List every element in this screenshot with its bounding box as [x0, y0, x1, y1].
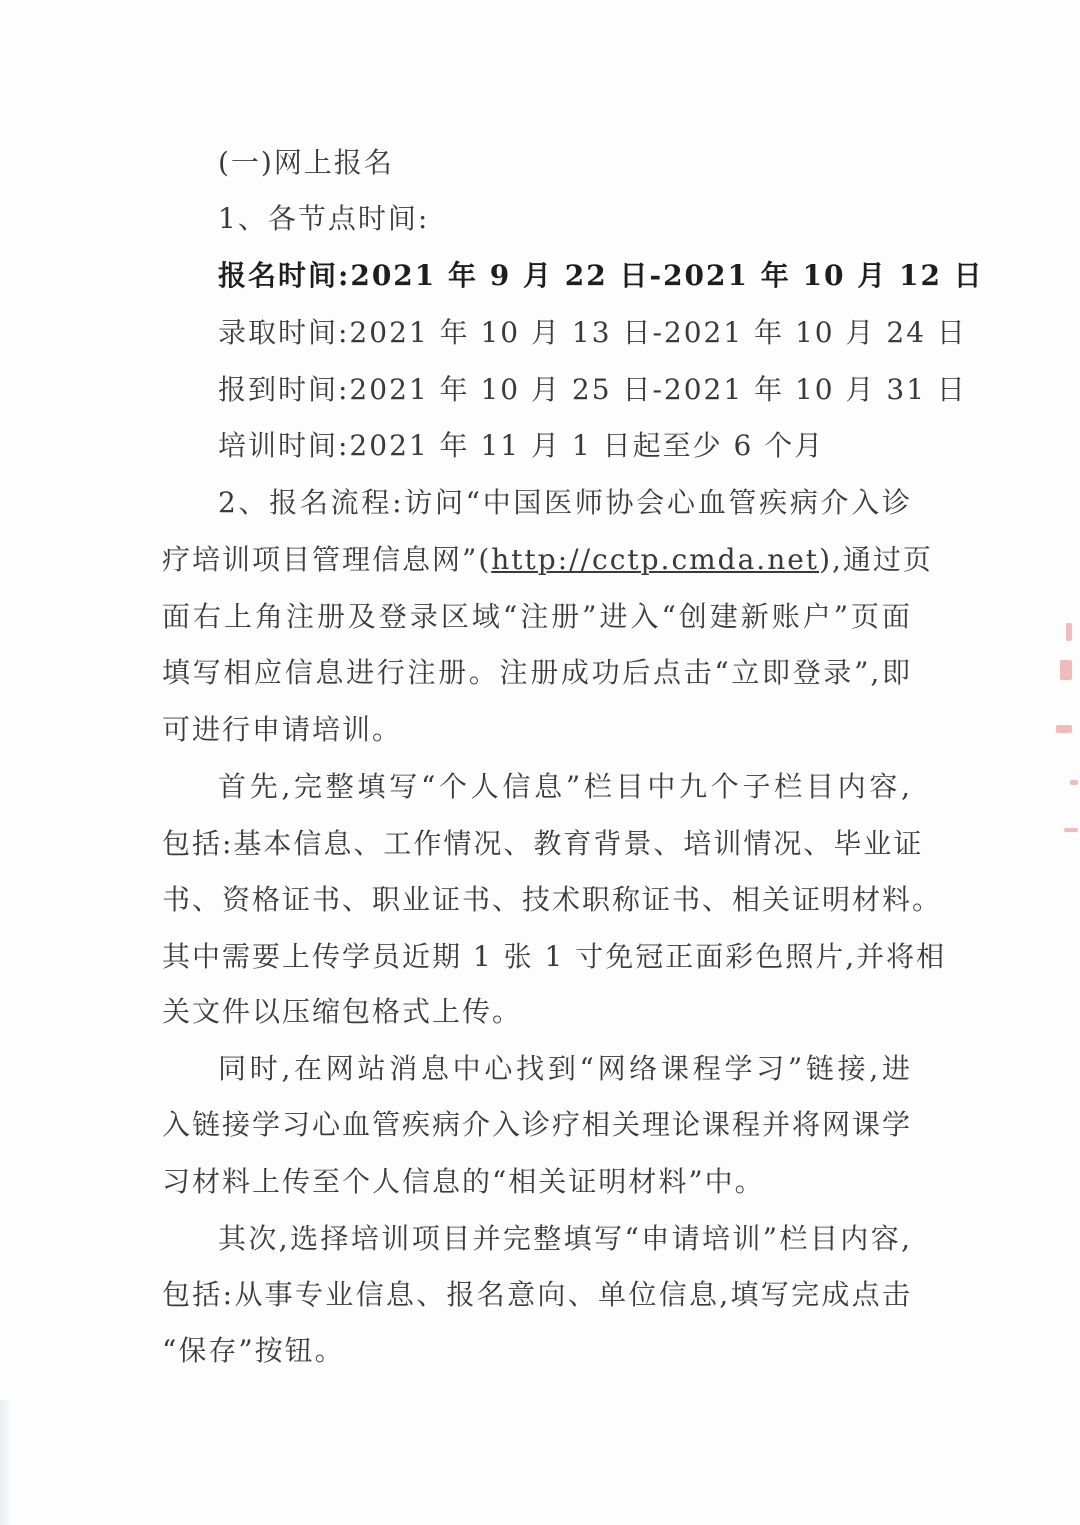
- para-meanwhile-line3: 习材料上传至个人信息的“相关证明材料”中。: [162, 1165, 765, 1198]
- report-time: 报到时间:2021 年 10 月 25 日-2021 年 10 月 31 日: [218, 373, 967, 406]
- section-heading: (一)网上报名: [218, 146, 394, 179]
- item2-line2-pre: 疗培训项目管理信息网”(: [162, 543, 492, 576]
- seal-fragment: [1070, 780, 1078, 785]
- para-next-line2: 包括:从事专业信息、报名意向、单位信息,填写完成点击: [162, 1278, 912, 1311]
- item2-line1: 2、报名流程:访问“中国医师协会心血管疾病介入诊: [218, 486, 912, 519]
- item2-line2: [162, 540, 933, 580]
- item2-line4: 填写相应信息进行注册。注册成功后点击“立即登录”,即: [162, 656, 912, 689]
- item2-line5: 可进行申请培训。: [162, 713, 403, 746]
- para-next-line1: 其次,选择培训项目并完整填写“申请培训”栏目内容,: [218, 1222, 912, 1255]
- website-link[interactable]: http://cctp.cmda.net: [491, 543, 820, 576]
- para-first-line1: 首先,完整填写“个人信息”栏目中九个子栏目内容,: [218, 770, 912, 803]
- item2-line2-post: ),通过页: [819, 543, 933, 576]
- seal-fragment: [1066, 623, 1072, 641]
- para-next-line3: “保存”按钮。: [162, 1334, 345, 1367]
- para-meanwhile-line1: 同时,在网站消息中心找到“网络课程学习”链接,进: [218, 1052, 912, 1085]
- para-first-line5: 关文件以压缩包格式上传。: [162, 995, 523, 1028]
- para-first-line2: 包括:基本信息、工作情况、教育背景、培训情况、毕业证: [162, 827, 924, 860]
- para-meanwhile-line2: 入链接学习心血管疾病介入诊疗相关理论课程并将网课学: [162, 1108, 913, 1141]
- training-time: 培训时间:2021 年 11 月 1 日起至少 6 个月: [218, 429, 825, 462]
- seal-fragment: [1060, 660, 1072, 680]
- para-first-line4: 其中需要上传学员近期 1 张 1 寸免冠正面彩色照片,并将相: [162, 940, 947, 973]
- admission-time: 录取时间:2021 年 10 月 13 日-2021 年 10 月 24 日: [218, 316, 967, 349]
- seal-fragment: [1064, 828, 1078, 832]
- scan-edge-shadow: [0, 1400, 14, 1525]
- para-first-line3: 书、资格证书、职业证书、技术职称证书、相关证明材料。: [162, 883, 943, 916]
- seal-fragment: [1056, 725, 1072, 733]
- registration-time: 报名时间:2021 年 9 月 22 日-2021 年 10 月 12 日: [218, 259, 984, 292]
- item2-line3: 面右上角注册及登录区域“注册”进入“创建新账户”页面: [162, 600, 912, 633]
- item1-title: 1、各节点时间:: [218, 202, 430, 235]
